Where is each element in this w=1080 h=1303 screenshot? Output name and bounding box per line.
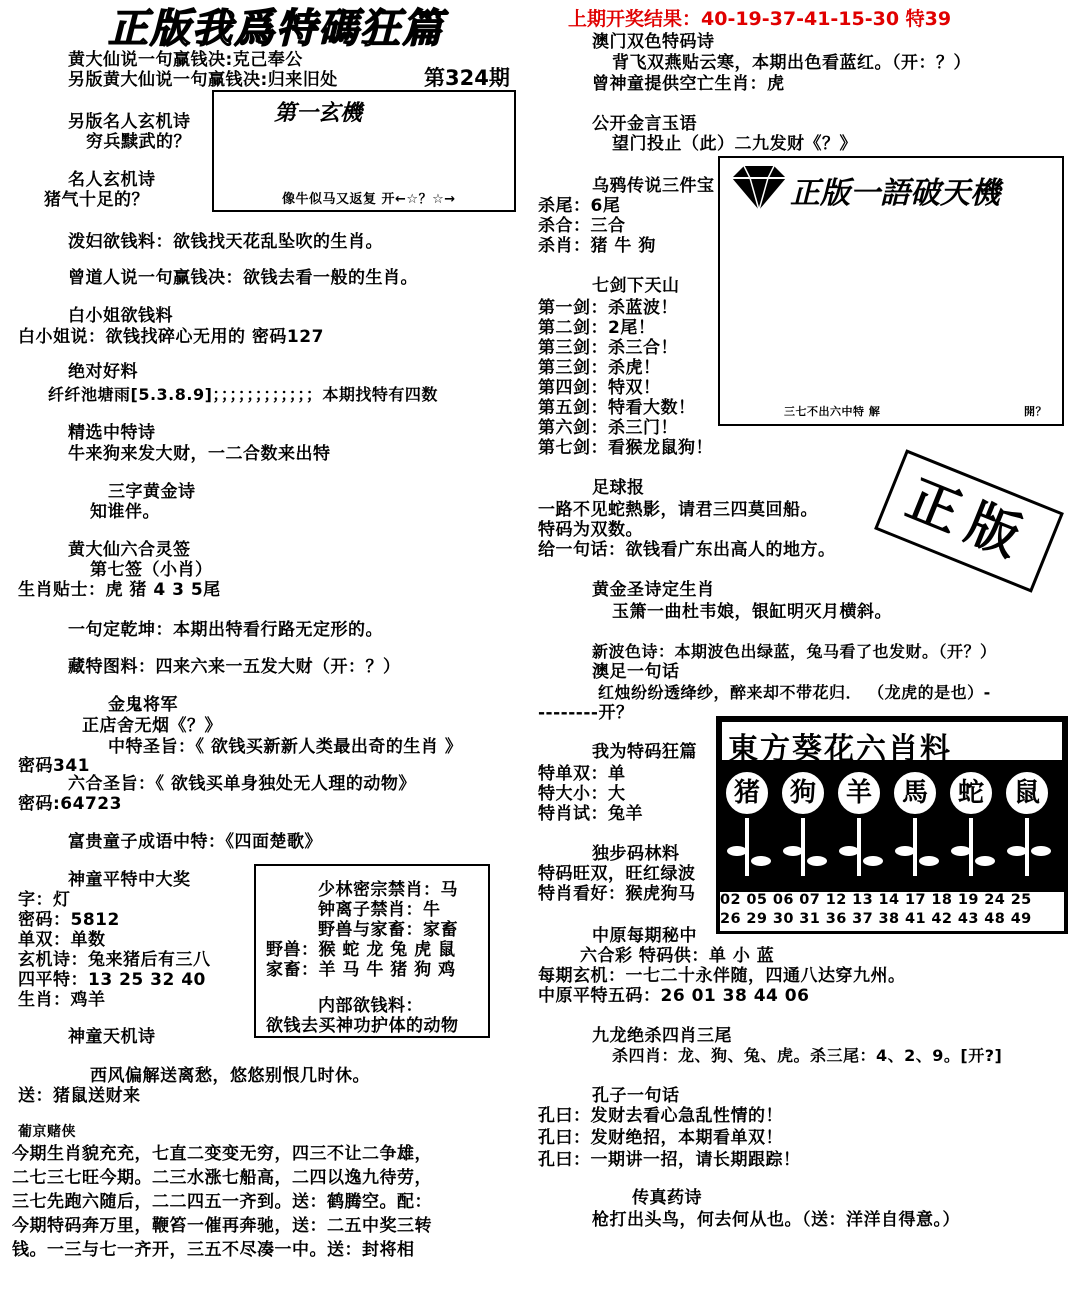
text-line: 玄机诗：兔来猪后有三八 — [18, 950, 211, 970]
text-line: 中原每期秘中 — [592, 926, 697, 946]
number-row-2: 26 29 30 31 36 37 38 41 42 43 48 49 — [720, 911, 1064, 931]
yiyu-footer-left: 三七不出六中特 解 — [784, 405, 881, 418]
leaf-icon — [951, 846, 971, 856]
text-line: 特肖看好：猴虎狗马 — [538, 884, 696, 904]
text-line: 三七先跑六随后，二二四五一齐到。送：鹤腾空。配： — [12, 1192, 432, 1212]
zodiac-horse: 馬 — [892, 770, 938, 816]
flower-stem-icon — [969, 818, 973, 876]
text-line: 富贵童子成语中特：《四面楚歌》 — [68, 832, 322, 852]
text-line: 孔曰：一期讲一招，请长期跟踪！ — [538, 1150, 801, 1170]
text-line: 特大小：大 — [538, 784, 626, 804]
page-title: 正版我爲特碼狂篇 — [108, 5, 444, 52]
text-line: 绝对好料 — [68, 362, 138, 382]
text-line: 特码旺双，旺红绿波 — [538, 864, 696, 884]
text-line: 西风偏解送离愁，悠悠别恨几时休。 — [90, 1066, 370, 1086]
text-line: 神童天机诗 — [68, 1027, 156, 1047]
text-line: 黄大仙说一句赢钱决:克己奉公 — [68, 50, 303, 70]
text-line: 特肖试：兔羊 — [538, 804, 643, 824]
text-line: 家畜：羊 马 牛 猪 狗 鸡 — [266, 960, 456, 980]
zodiac-pig: 猪 — [724, 770, 770, 816]
text-line: 孔曰：发财去看心急乱性情的！ — [538, 1106, 783, 1126]
text-line: 欲钱去买神功护体的动物 — [266, 1016, 459, 1036]
text-line: 传真药诗 — [632, 1188, 702, 1208]
text-line: 猪气十足的？ — [44, 190, 149, 210]
text-line: 密码:64723 — [18, 794, 122, 814]
zodiac-goat: 羊 — [836, 770, 882, 816]
text-line: 我为特码狂篇 — [592, 742, 697, 762]
text-line: 送：猪鼠送财来 — [18, 1086, 141, 1106]
leaf-icon — [863, 856, 883, 866]
text-line: 新波色诗：本期波色出绿蓝，兔马看了也发财。（开？） — [592, 642, 997, 661]
text-line: 二七三七旺今期。二三水涨七船高，二四以逸九待劳， — [12, 1168, 432, 1188]
text-line: 野兽：猴 蛇 龙 兔 虎 鼠 — [266, 940, 456, 960]
text-line: 今期生肖貌充充，七直二变变无穷，四三不让二争雄， — [12, 1144, 432, 1164]
text-line: 望门投止（此）二九发财《？》 — [612, 134, 857, 154]
leaf-icon — [751, 856, 771, 866]
text-line: --------开？ — [538, 703, 634, 723]
flower-stem-icon — [801, 818, 805, 876]
sunflower-title: 東方葵花六肖料 — [728, 732, 952, 767]
text-line: 每期玄机：一七二十永伴随，四通八达穿九州。 — [538, 966, 906, 986]
text-line: 野兽与家畜：家畜 — [318, 920, 458, 940]
zodiac-rat: 鼠 — [1004, 770, 1050, 816]
text-line: 第三剑：杀三合！ — [538, 338, 678, 358]
leaf-icon — [975, 856, 995, 866]
flower-stem-icon — [745, 818, 749, 876]
text-line: 密码：5812 — [18, 910, 120, 930]
leaf-icon — [1031, 846, 1051, 856]
text-line: 第五剑：特看大数！ — [538, 398, 696, 418]
text-line: 澳足一句话 — [592, 662, 680, 682]
last-result: 上期开奖结果：40-19-37-41-15-30 特39 — [568, 8, 952, 30]
text-line: 名人玄机诗 — [68, 170, 156, 190]
text-line: 杀四肖：龙、狗、兔、虎。杀三尾：4、2、9。[开?] — [612, 1046, 1003, 1065]
text-line: 少林密宗禁肖：马 — [318, 880, 458, 900]
text-line: 一路不见蛇熱影，请君三四莫回船。 — [538, 500, 818, 520]
leaf-icon — [895, 846, 915, 856]
text-line: 生肖贴士：虎 猪 4 3 5尾 — [18, 580, 221, 600]
text-line: 孔曰：发财绝招，本期看单双！ — [538, 1128, 783, 1148]
text-line: 三字黄金诗 — [108, 482, 196, 502]
text-line: 钟离子禁肖：牛 — [318, 900, 441, 920]
text-line: 给一句话：欲钱看广东出高人的地方。 — [538, 540, 836, 560]
text-line: 曾道人说一句赢钱决：欲钱去看一般的生肖。 — [68, 268, 418, 288]
text-line: 今期特码奔万里，鞭笞一催再奔驰，送：二五中奖三转 — [12, 1216, 432, 1236]
xuanji-text: 像牛似马又返复 开←☆？☆→ — [282, 192, 456, 207]
text-line: 七剑下天山 — [592, 276, 680, 296]
text-line: 牛来狗来发大财，一二合数来出特 — [68, 444, 331, 464]
text-line: 正店舍无烟《？》 — [82, 716, 222, 736]
leaf-icon — [1007, 846, 1027, 856]
leaf-icon — [839, 846, 859, 856]
text-line: 第六剑：杀三门！ — [538, 418, 678, 438]
leaf-icon — [919, 856, 939, 866]
text-line: 精选中特诗 — [68, 423, 156, 443]
text-line: 神童平特中大奖 — [68, 870, 191, 890]
xuanji-title: 第一玄機 — [274, 101, 363, 126]
text-line: 另版名人玄机诗 — [68, 112, 191, 132]
text-line: 六合彩 特码供：单 小 蓝 — [580, 946, 775, 966]
text-line: 四平特：13 25 32 40 — [18, 970, 206, 990]
text-line: 黄金圣诗定生肖 — [592, 580, 715, 600]
text-line: 另版黄大仙说一句赢钱决:归来旧处 — [68, 70, 338, 90]
text-line: 藏特图料：四来六来一五发大财（开：？） — [68, 657, 401, 677]
flower-stem-icon — [857, 818, 861, 876]
text-line: 单双：单数 — [18, 930, 106, 950]
text-line: 杀肖：猪 牛 狗 — [538, 236, 656, 256]
zodiac-snake: 蛇 — [948, 770, 994, 816]
text-line: 公开金言玉语 — [592, 114, 697, 134]
text-line: 玉箫一曲杜韦娘，银缸明灭月横斜。 — [612, 602, 892, 622]
text-line: 白小姐欲钱料 — [68, 306, 173, 326]
text-line: 第七剑：看猴龙鼠狗！ — [538, 438, 713, 458]
text-line: 字：灯 — [18, 890, 71, 910]
leaf-icon — [727, 846, 747, 856]
text-line: 九龙绝杀四肖三尾 — [592, 1026, 732, 1046]
issue-number: 第324期 — [424, 66, 510, 90]
number-row-1: 02 05 06 07 12 13 14 17 18 19 24 25 — [720, 892, 1064, 912]
text-line: 钱。一三与七一齐开，三五不尽凑一中。送：封将相 — [12, 1240, 415, 1260]
text-line: 特单双：单 — [538, 764, 626, 784]
flower-stem-icon — [1025, 818, 1029, 876]
text-line: 中原平特五码：26 01 38 44 06 — [538, 986, 810, 1006]
text-line: 知谁伴。 — [90, 502, 160, 522]
text-line: 纤纤池塘雨[5.3.8.9]；；；；；；；；；；；；本期找特有四数 — [48, 385, 438, 404]
text-line: 葡京赌侠 — [18, 1124, 76, 1140]
flower-stem-icon — [913, 818, 917, 876]
text-line: 第七签（小肖） — [90, 560, 213, 580]
text-line: 足球报 — [592, 478, 645, 498]
text-line: 金鬼将军 — [108, 695, 178, 715]
text-line: 特码为双数。 — [538, 520, 643, 540]
text-line: 第一剑：杀蓝波！ — [538, 298, 678, 318]
text-line: 一句定乾坤：本期出特看行路无定形的。 — [68, 620, 383, 640]
sunflower-header — [720, 720, 1064, 767]
leaf-icon — [783, 846, 803, 856]
text-line: 第三剑：杀虎！ — [538, 358, 661, 378]
text-line: 杀合：三合 — [538, 216, 626, 236]
text-line: 第四剑：特双！ — [538, 378, 661, 398]
text-line: 澳门双色特码诗 — [592, 32, 715, 52]
text-line: 内部欲钱料： — [318, 996, 423, 1016]
text-line: 生肖：鸡羊 — [18, 990, 106, 1010]
text-line: 乌鸦传说三件宝 — [592, 176, 715, 196]
leaf-icon — [807, 856, 827, 866]
text-line: 第二剑：2尾！ — [538, 318, 656, 338]
text-line: 白小姐说：欲钱找碎心无用的 密码127 — [18, 327, 324, 347]
text-line: 密码341 — [18, 756, 90, 776]
text-line: 穷兵黩武的？ — [86, 132, 191, 152]
text-line: 独步码林料 — [592, 844, 680, 864]
text-line: 曾神童提供空亡生肖：虎 — [592, 74, 785, 94]
text-line: 枪打出头鸟，何去何从也。（送：洋洋自得意。） — [592, 1210, 960, 1230]
text-line: 中特圣旨：《 欲钱买新新人类最出奇的生肖 》 — [108, 737, 463, 757]
yiyu-title: 正版一語破天機 — [790, 176, 1000, 211]
zhengban-stamp: 正版 — [874, 449, 1064, 592]
text-line: 红烛纷纷透绛纱，醉来却不带花归． （龙虎的是也）- — [598, 683, 991, 702]
text-line: 孔子一句话 — [592, 1086, 680, 1106]
text-line: 泼妇欲钱料：欲钱找天花乱坠吹的生肖。 — [68, 232, 383, 252]
text-line: 杀尾：6尾 — [538, 196, 621, 216]
text-line: 背飞双燕贴云寒，本期出色看蓝红。（开：？） — [612, 53, 971, 73]
text-line: 黄大仙六合灵签 — [68, 540, 191, 560]
zodiac-dog: 狗 — [780, 770, 826, 816]
text-line: 六合圣旨：《 欲钱买单身独处无人理的动物》 — [68, 774, 416, 794]
yiyu-footer-right: 開？ — [1024, 405, 1047, 418]
diamond-icon — [728, 162, 790, 214]
